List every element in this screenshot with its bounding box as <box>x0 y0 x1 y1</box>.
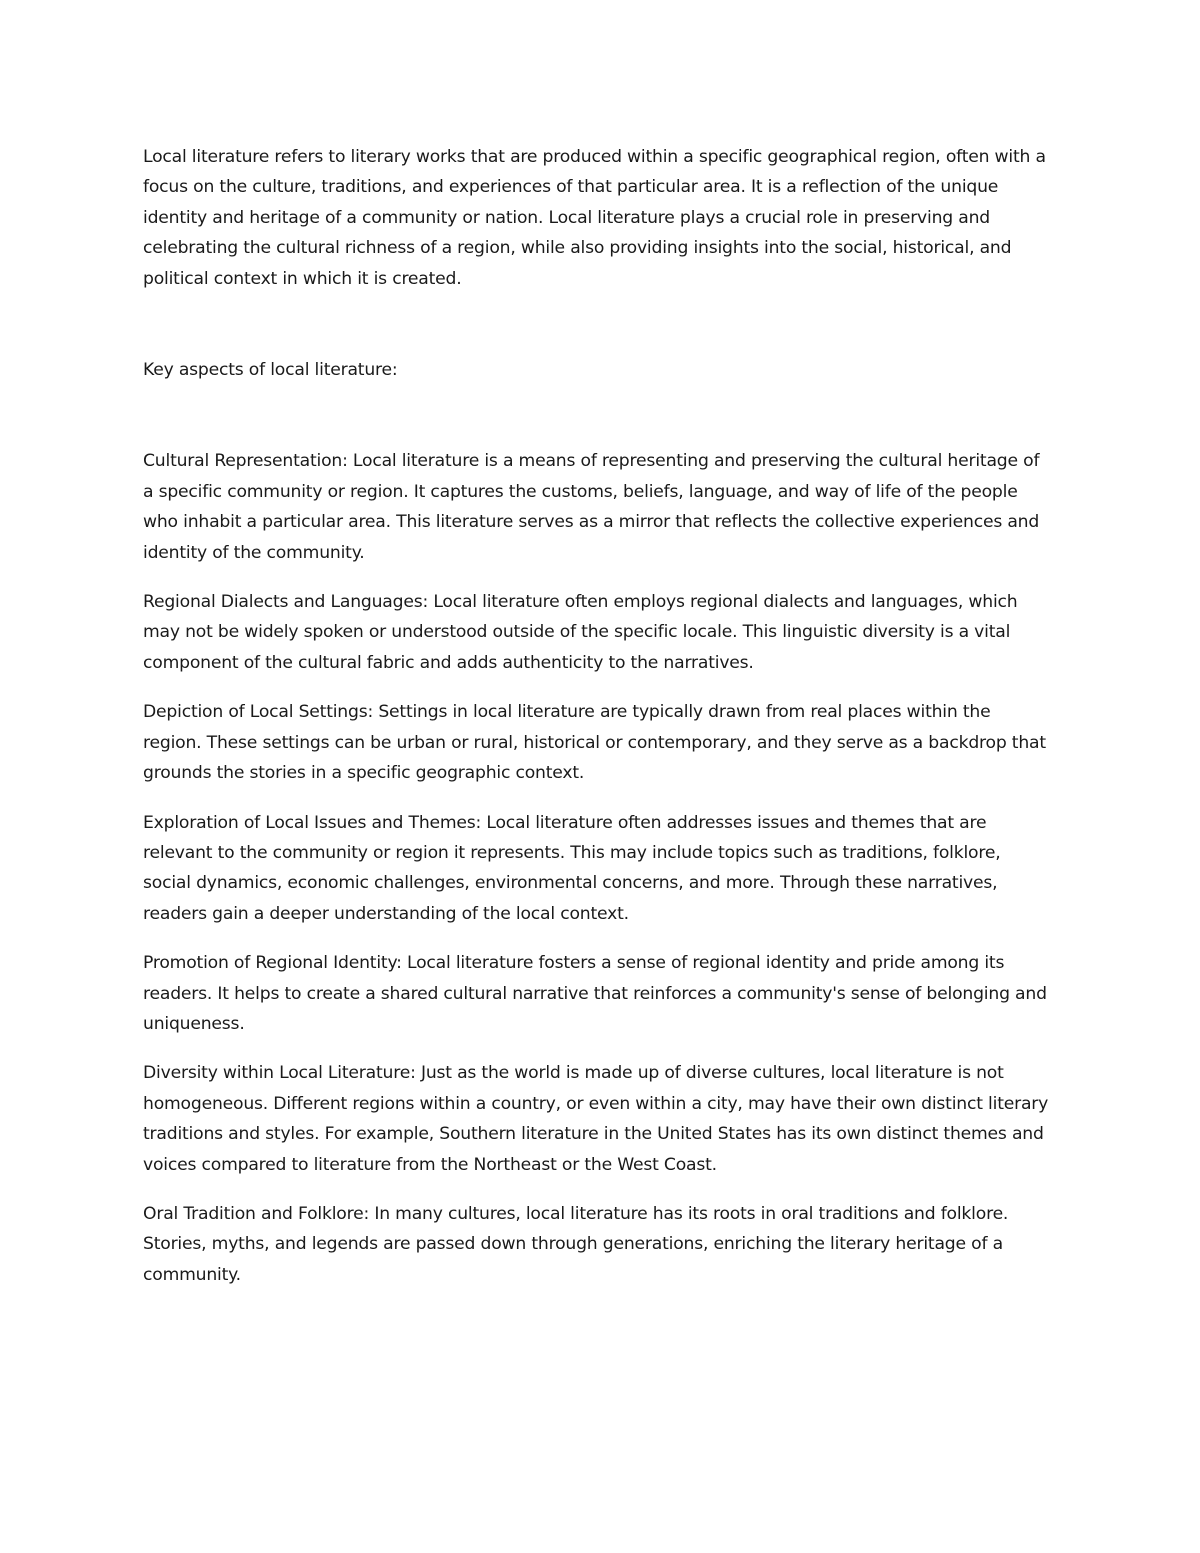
aspect-oral-tradition: Oral Tradition and Folklore: In many cultures, local literature has its roots in oral traditions and folklore. Stories, myths, and legends are passed down through generations, enriching the literary heritage of a community. <box>143 1203 1009 1285</box>
aspect-cultural-representation: Cultural Representation: Local literature is a means of representing and preserving the cultural heritage of a specific community or region. It captures the customs, beliefs, language, and way of life of the people who inhabit a particular area. This literature serves as a mirror that reflects the collective experiences and identity of the community. <box>143 451 1040 563</box>
aspect-diversity: Diversity within Local Literature: Just as the world is made up of diverse cultures, local literature is not homogeneous. Different regions within a country, or even within a city, may have their own distinct literary traditions and styles. For example, Southern literature in the United States has its own distinct themes and voices compared to literature from the Northeast or the West Coast. <box>143 1063 1049 1175</box>
intro-paragraph: Local literature refers to literary works that are produced within a specific geographical region, often with a focus on the culture, traditions, and experiences of that particular area. It is a reflection of the unique identity and heritage of a community or nation. Local literature plays a crucial role in preserving and celebrating the cultural richness of a region, while also providing insights into the social, historical, and political context in which it is created. <box>143 147 1046 289</box>
section-heading: Key aspects of local literature: <box>143 360 398 381</box>
aspect-regional-dialects: Regional Dialects and Languages: Local literature often employs regional dialects and languages, which may not be widely spoken or understood outside of the specific locale. This linguistic diversity is a vital component of the cultural fabric and adds authenticity to the narratives. <box>143 592 1018 673</box>
aspect-regional-identity: Promotion of Regional Identity: Local literature fosters a sense of regional identity and pride among its readers. It helps to create a shared cultural narrative that reinforces a community's sense of belonging and uniqueness. <box>143 953 1047 1034</box>
aspects-list <box>143 446 1050 1290</box>
aspect-local-issues: Exploration of Local Issues and Themes: Local literature often addresses issues and themes that are relevant to the community or region it represents. This may include topics such as traditions, folklore, social dynamics, economic challenges, environmental concerns, and more. Through these narratives, readers gain a deeper understanding of the local context. <box>143 812 1001 924</box>
aspect-local-settings: Depiction of Local Settings: Settings in local literature are typically drawn from real places within the region. These settings can be urban or rural, historical or contemporary, and they serve as a backdrop that grounds the stories in a specific geographic context. <box>143 702 1046 784</box>
